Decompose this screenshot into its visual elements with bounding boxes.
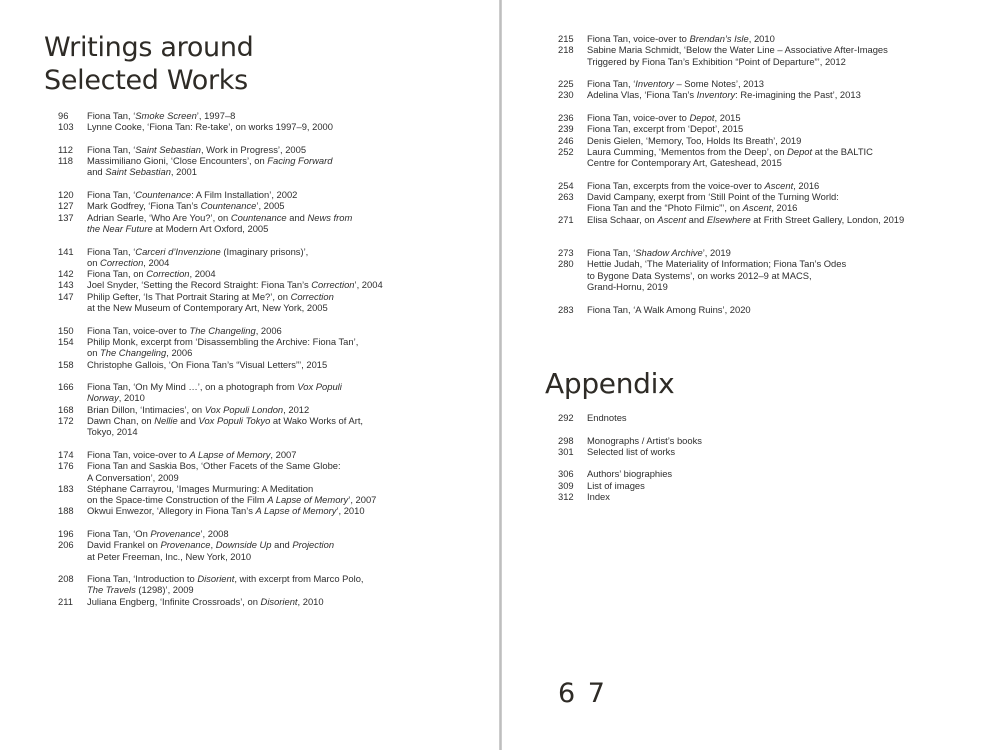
entry-title: Fiona Tan, voice-over to The Changeling, 2006 [87, 324, 282, 336]
entry-title: Lynne Cooke, ‘Fiona Tan: Re-take’, on works 1997–9, 2000 [87, 121, 333, 133]
entry-page-number: 183 [58, 482, 74, 494]
entry-title: Fiona Tan, ‘Shadow Archive’, 2019 [587, 247, 731, 259]
entry-group [558, 112, 988, 168]
entry-page-number: 211 [58, 595, 73, 607]
entry-title: Philip Gefter, ‘Is That Portrait Staring at Me?’, on Correction at the New Museum of Contemporary Art, New York, 2005 [87, 290, 334, 314]
contents-entry [58, 246, 488, 269]
entry-group [558, 247, 988, 292]
contents-entry [558, 446, 988, 457]
entry-page-number: 168 [58, 403, 74, 415]
entry-group [558, 304, 988, 315]
entry-title: Fiona Tan, ‘Inventory – Some Notes’, 2013 [587, 78, 765, 90]
contents-entry [58, 155, 488, 178]
entry-page-number: 142 [58, 268, 74, 280]
entry-group [58, 528, 488, 562]
entry-title: Fiona Tan, voice-over to Depot, 2015 [587, 112, 741, 124]
entry-title: Laura Cumming, ‘Mementos from the Deep’, on Depot at the BALTIC Centre for Contemporary Art, Gateshead, 2015 [587, 145, 873, 169]
entry-title: Massimiliano Gioni, ‘Close Encounters’, on Facing Forward and Saint Sebastian, 2001 [87, 155, 333, 178]
entry-title: Fiona Tan, ‘A Walk Among Ruins’, 2020 [587, 303, 751, 315]
contents-entry [558, 44, 988, 67]
entry-title: Hettie Judah, ‘The Materiality of Information; Fiona Tan’s Odes to Bygone Data Systems’, on works 2012–9 at MACS, Grand-Hornu, 2019 [587, 258, 847, 292]
contents-entry [58, 505, 488, 516]
contents-entry [558, 135, 988, 146]
contents-entry [58, 212, 488, 235]
entry-title: Fiona Tan and Saskia Bos, ‘Other Facets of the Same Globe: A Conversation’, 2009 [87, 460, 341, 483]
entry-page-number: 176 [58, 460, 74, 472]
right-page [502, 0, 1000, 750]
entry-page-number: 143 [58, 279, 74, 291]
contents-entry [558, 435, 988, 446]
entry-title: Fiona Tan, ‘Introduction to Disorient, with excerpt from Marco Polo, The Travels (1298)’, 2009 [87, 573, 364, 596]
entry-page-number: 188 [58, 505, 74, 517]
entry-page-number: 118 [58, 155, 73, 167]
entry-page-number: 271 [558, 213, 574, 225]
contents-entry [558, 123, 988, 134]
entry-page-number: 292 [558, 412, 574, 423]
entry-title: Dawn Chan, on Nellie and Vox Populi Tokyo at Wako Works of Art, Tokyo, 2014 [87, 415, 364, 438]
contents-entry [58, 200, 488, 211]
contents-entry [58, 404, 488, 415]
entry-group [58, 144, 488, 178]
entry-title: Elisa Schaar, on Ascent and Elsewhere at Frith Street Gallery, London, 2019 [587, 213, 905, 225]
entry-group [558, 180, 988, 225]
entry-title: Fiona Tan, ‘On My Mind …’, on a photograph from Vox Populi Norway, 2010 [87, 381, 342, 404]
entry-page-number: 172 [58, 415, 74, 427]
heading-line-1: Writings around [44, 32, 254, 63]
contents-entry [558, 146, 988, 169]
entry-group [58, 325, 488, 370]
entry-page-number: 120 [58, 189, 74, 201]
page-numbers: 6 7 [558, 678, 607, 709]
entry-title: Philip Monk, excerpt from ‘Disassembling the Archive: Fiona Tan’, on The Changeling, 2006 [87, 335, 359, 359]
entry-title: Authors’ biographies [587, 468, 673, 480]
entry-page-number: 225 [558, 78, 574, 90]
entry-title: Fiona Tan, voice-over to Brendan’s Isle, 2010 [587, 33, 775, 44]
contents-entry [58, 359, 488, 370]
contents-entry [558, 258, 988, 292]
entry-group [558, 435, 988, 458]
entry-page-number: 306 [558, 468, 574, 480]
entry-title: Fiona Tan, ‘On Provenance’, 2008 [87, 527, 229, 539]
contents-entry [558, 33, 988, 44]
contents-entry [58, 279, 488, 290]
entry-title: Adrian Searle, ‘Who Are You?’, on Countenance and News from the Near Future at Modern Art Oxford, 2005 [87, 211, 353, 234]
contents-entry [58, 110, 488, 121]
entry-title: Fiona Tan, excerpts from the voice-over to Ascent, 2016 [587, 179, 820, 191]
contents-entry [58, 539, 488, 562]
entry-title: Fiona Tan, on Correction, 2004 [87, 268, 216, 280]
entry-page-number: 301 [558, 445, 574, 457]
contents-entry [58, 483, 488, 506]
entry-title: Mark Godfrey, ‘Fiona Tan’s Countenance’, 2005 [87, 200, 285, 212]
contents-entry [558, 112, 988, 123]
entry-page-number: 312 [558, 491, 574, 503]
contents-entry [58, 268, 488, 279]
entry-title: Index [587, 491, 610, 503]
entry-page-number: 246 [558, 134, 574, 146]
entry-page-number: 298 [558, 434, 574, 446]
entry-group [58, 573, 488, 607]
entry-page-number: 218 [558, 44, 574, 56]
entry-title: List of images [587, 479, 645, 491]
entry-page-number: 215 [558, 33, 574, 44]
entry-page-number: 96 [58, 110, 69, 121]
entry-page-number: 137 [58, 211, 74, 223]
entry-title: Fiona Tan, ‘Carceri d’Invenzione (Imaginary prisons)’, on Correction, 2004 [87, 245, 309, 268]
entry-page-number: 206 [58, 539, 74, 551]
entry-title: Brian Dillon, ‘Intimacies’, on Vox Populi London, 2012 [87, 403, 310, 415]
entry-group [58, 381, 488, 437]
entry-page-number: 254 [558, 179, 574, 191]
contents-entry [558, 491, 988, 502]
entry-page-number: 263 [558, 191, 574, 203]
contents-entry [58, 144, 488, 155]
contents-entry [558, 78, 988, 89]
contents-entry [558, 191, 988, 214]
entry-title: Juliana Engberg, ‘Infinite Crossroads’, on Disorient, 2010 [87, 595, 324, 607]
entry-title: Monographs / Artist’s books [587, 434, 702, 446]
contents-entry [58, 460, 488, 483]
entry-page-number: 239 [558, 123, 574, 135]
entry-title: Okwui Enwezor, ‘Allegory in Fiona Tan’s A Lapse of Memory’, 2010 [87, 505, 365, 517]
contents-entry [558, 412, 988, 423]
contents-entry [58, 189, 488, 200]
entry-group [558, 33, 988, 67]
entry-group [558, 412, 988, 423]
entry-page-number: 280 [558, 258, 574, 270]
entry-page-number: 196 [58, 527, 74, 539]
entry-page-number: 174 [58, 448, 74, 460]
contents-entry [558, 304, 988, 315]
contents-entry [58, 336, 488, 359]
contents-entry [58, 596, 488, 607]
contents-entry [558, 180, 988, 191]
entry-group [558, 468, 988, 502]
entry-title: David Frankel on Provenance, Downside Up and Projection at Peter Freeman, Inc., New York, 2010 [87, 539, 335, 562]
heading-line-2: Selected Works [44, 65, 248, 96]
contents-entry [558, 468, 988, 479]
contents-entry [58, 449, 488, 460]
contents-entry [58, 291, 488, 314]
contents-entry [558, 247, 988, 258]
contents-entry [58, 415, 488, 438]
contents-entry [58, 121, 488, 132]
entry-group [58, 246, 488, 314]
entry-page-number: 147 [58, 290, 74, 302]
contents-entry [58, 528, 488, 539]
entry-title: Endnotes [587, 412, 627, 423]
contents-entry [558, 89, 988, 100]
entry-title: Sabine Maria Schmidt, ‘Below the Water Line – Associative After-Images Triggered by Fiona Tan’s Exhibition “Point of Departure”’, 2012 [587, 44, 888, 67]
entry-page-number: 127 [58, 200, 74, 212]
entry-page-number: 141 [58, 245, 74, 257]
contents-entry [58, 573, 488, 596]
entry-page-number: 112 [58, 143, 73, 155]
entry-group [58, 449, 488, 517]
contents-entry [58, 381, 488, 404]
entry-title: Fiona Tan, ‘Smoke Screen’, 1997–8 [87, 110, 236, 121]
entry-title: Fiona Tan, ‘Countenance: A Film Installation’, 2002 [87, 189, 298, 201]
entry-group [58, 110, 488, 133]
entry-page-number: 154 [58, 335, 74, 347]
entry-page-number: 309 [558, 479, 574, 491]
entry-title: Adelina Vlas, ‘Fiona Tan’s Inventory: Re-imagining the Past’, 2013 [587, 89, 861, 101]
entry-page-number: 158 [58, 358, 74, 370]
entry-title: Stéphane Carrayrou, ‘Images Murmuring: A Meditation on the Space-time Construction of the Film A Lapse of Memory’, 2007 [87, 482, 377, 506]
entry-page-number: 150 [58, 324, 74, 336]
contents-list-right [558, 33, 988, 326]
entry-page-number: 230 [558, 89, 574, 101]
entry-title: Fiona Tan, excerpt from ‘Depot’, 2015 [587, 123, 744, 135]
contents-list-left [58, 110, 488, 618]
entry-title: Christophe Gallois, ‘On Fiona Tan’s “Visual Letters”’, 2015 [87, 358, 328, 370]
section-heading [44, 31, 254, 97]
entry-page-number: 208 [58, 573, 74, 585]
contents-entry [558, 480, 988, 491]
entry-title: Denis Gielen, ‘Memory, Too, Holds Its Breath’, 2019 [587, 134, 802, 146]
entry-page-number: 273 [558, 247, 574, 259]
entry-title: Fiona Tan, voice-over to A Lapse of Memory, 2007 [87, 448, 297, 460]
contents-entry [558, 214, 988, 225]
entry-title: Joel Snyder, ‘Setting the Record Straight: Fiona Tan’s Correction’, 2004 [87, 279, 383, 291]
entry-page-number: 166 [58, 381, 74, 393]
entry-group [558, 78, 988, 101]
appendix-heading: Appendix [545, 367, 675, 400]
appendix-list [558, 412, 988, 514]
entry-page-number: 283 [558, 303, 574, 315]
entry-group [58, 189, 488, 234]
entry-page-number: 252 [558, 145, 574, 157]
entry-page-number: 103 [58, 121, 74, 133]
contents-entry [58, 325, 488, 336]
entry-title: David Campany, exerpt from ‘Still Point of the Turning World: Fiona Tan and the “Photo Filmic”’, on Ascent, 2016 [587, 191, 839, 214]
entry-title: Selected list of works [587, 445, 676, 457]
entry-page-number: 236 [558, 112, 574, 124]
entry-title: Fiona Tan, ‘Saint Sebastian, Work in Progress’, 2005 [87, 143, 307, 155]
